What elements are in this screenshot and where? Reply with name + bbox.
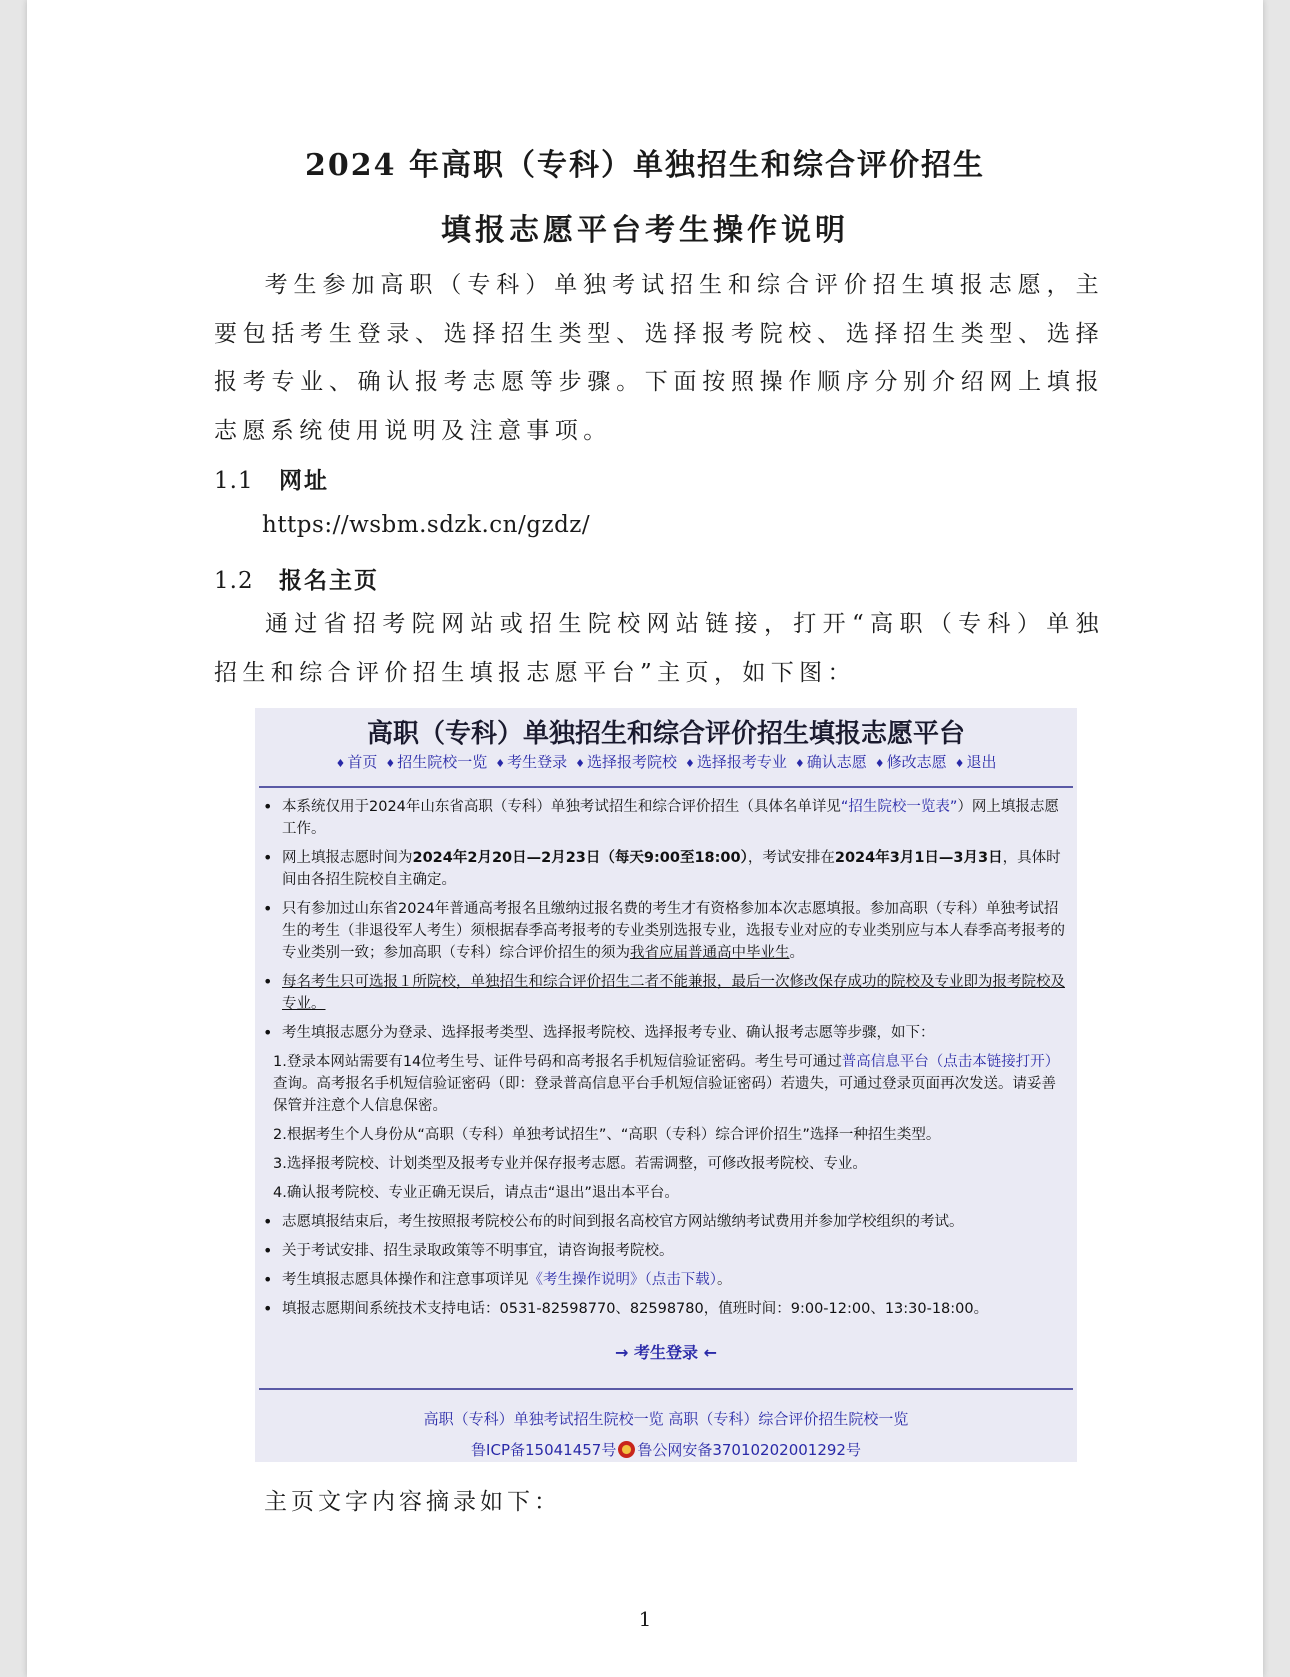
footer-link-comprehensive[interactable]: 高职（专科）综合评价招生院校一览 [668, 1410, 909, 1428]
step-item: 1.登录本网站需要有14位考生号、证件号码和高考报名手机短信验证密码。考生号可通过普高信息平台（点击本链接打开）查询。高考报名手机短信验证密码（即：登录普高信息平台手机短信验证密码）若遗失，可通过登录页面再次发送。请妥善保管并注意个人信息保密。 [273, 1054, 1060, 1114]
info-platform-link[interactable]: 普高信息平台（点击本链接打开） [841, 1054, 1060, 1070]
platform-title: 高职（专科）单独招生和综合评价招生填报志愿平台 [366, 719, 965, 749]
notice-item: • 填报志愿期间系统技术支持电话：0531-82598770、82598780，值班时间：9:00-12:00、13:30-18:00。 [259, 1298, 1067, 1320]
document-page [27, 0, 1263, 1677]
school-list-link[interactable]: “招生院校一览表” [840, 799, 958, 815]
nav-modify[interactable]: ♦ 修改志愿 [875, 753, 947, 771]
notice-item: • 网上填报志愿时间为2024年2月20日—2月23日（每天9:00至18:00），考试安排在2024年3月1日—3月3日，具体时间由各招生院校自主确定。 [259, 847, 1067, 891]
notice-item: • 每名考生只可选报１所院校，单独招生和综合评价招生二者不能兼报，最后一次修改保存成功的院校及专业即为报考院校及专业。 [259, 971, 1067, 1015]
exam-period: 2024年3月1日—3月3日 [834, 850, 1003, 866]
nav-logout[interactable]: ♦ 退出 [955, 753, 997, 771]
step-item: 2.根据考生个人身份从“高职（专科）单独考试招生”、“高职（专科）综合评价招生”选择一种招生类型。 [273, 1127, 941, 1143]
nav-confirm[interactable]: ♦ 确认志愿 [795, 753, 867, 771]
notice-item: • 考生填报志愿分为登录、选择报考类型、选择报考院校、选择报考专业、确认报考志愿等步骤，如下： [259, 1022, 1067, 1044]
homepage-paragraph [214, 600, 1104, 697]
notice-item: • 关于考试安排、招生录取政策等不明事宜，请咨询报考院校。 [259, 1240, 1067, 1262]
section-title: 报名主页 [279, 567, 379, 594]
section-number: 1.2 [214, 568, 254, 594]
notice-item: • 本系统仅用于2024年山东省高职（专科）单独考试招生和综合评价招生（具体名单详见“招生院校一览表”）网上填报志愿工作。 [259, 796, 1067, 840]
step-item: 3.选择报考院校、计划类型及报考专业并保存报考志愿。若需调整，可修改报考院校、专业。 [273, 1156, 867, 1172]
page-number: 1 [638, 1607, 652, 1631]
platform-url[interactable]: https://wsbm.sdzk.cn/gzdz/ [262, 512, 591, 538]
section-heading-homepage [214, 562, 379, 595]
guide-download-link[interactable]: 《考生操作说明》（点击下载） [528, 1272, 717, 1288]
footer-link-single[interactable]: 高职（专科）单独考试招生院校一览 [423, 1410, 664, 1428]
intro-paragraph [214, 261, 1104, 455]
nav-login[interactable]: ♦ 考生登录 [495, 753, 567, 771]
notice-item: • 志愿填报结束后，考生按照报考院校公布的时间到报名高校官方网站缴纳考试费用并参加学校组织的考试。 [259, 1211, 1067, 1233]
nav-select-major[interactable]: ♦ 选择报考专业 [685, 753, 787, 771]
footer-links [255, 1408, 1077, 1429]
nav-school-list[interactable]: ♦ 招生院校一览 [385, 753, 487, 771]
apply-period: 2024年2月20日—2月23日（每天9:00至18:00） [412, 850, 748, 866]
intro-text: 考生参加高职（专科）单独考试招生和综合评价招生填报志愿，主要包括考生登录、选择招生类型、选择报考院校、选择招生类型、选择报考专业、确认报考志愿等步骤。下面按照操作顺序分别介绍网上填报志愿系统使用说明及注意事项。 [214, 272, 1104, 444]
doc-title-line1: 2024 年高职（专科）单独招生和综合评价招生 [305, 148, 985, 183]
divider [259, 1388, 1073, 1390]
notice-list [259, 796, 1067, 1327]
divider [259, 786, 1073, 788]
section-number: 1.1 [214, 468, 254, 494]
footer-registration [255, 1439, 1077, 1460]
notice-item: • 只有参加过山东省2024年普通高考报名且缴纳过报名费的考生才有资格参加本次志愿填报。参加高职（专科）单独考试招生的考生（非退役军人考生）须根据春季高考报考的专业类别选报专业，选报专业对应的专业类别应与本人春季高考报考的专业类别一致；参加高职（专科）综合评价招生的须为我省应届普通高中毕业生。 [259, 898, 1067, 964]
police-record-link[interactable]: 鲁公网安备37010202001292号 [637, 1441, 861, 1459]
homepage-text: 通过省招考院网站或招生院校网站链接，打开“高职（专科）单独招生和综合评价招生填报志愿平台”主页，如下图： [214, 611, 1104, 686]
doc-title-line2: 填报志愿平台考生操作说明 [441, 213, 849, 248]
homepage-screenshot [255, 708, 1077, 1462]
nav-select-school[interactable]: ♦ 选择报考院校 [575, 753, 677, 771]
caption: 主页文字内容摘录如下： [264, 1489, 561, 1515]
section-heading-url [214, 462, 329, 495]
student-login-link[interactable]: → 考生登录 ← [615, 1343, 717, 1362]
step-item: 4.确认报考院校、专业正确无误后，请点击“退出”退出本平台。 [273, 1185, 679, 1201]
platform-nav [255, 751, 1077, 772]
nav-home[interactable]: ♦ 首页 [335, 753, 377, 771]
icp-link[interactable]: 鲁ICP备15041457号 [471, 1441, 617, 1459]
police-emblem-icon [618, 1441, 635, 1458]
notice-item: • 考生填报志愿具体操作和注意事项详见《考生操作说明》（点击下载）。 [259, 1269, 1067, 1291]
section-title: 网址 [279, 467, 329, 494]
